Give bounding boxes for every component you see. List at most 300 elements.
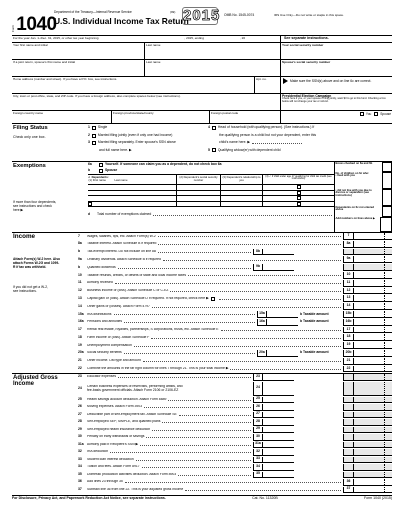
form-line <box>78 449 392 457</box>
line-text: Certain business expenses of reservists, performing artists, and <box>87 384 183 388</box>
line-text: Tax-exempt interest. Do not include on line 8a <box>87 250 156 254</box>
right-line-number: 10 <box>343 272 353 279</box>
mid-amount-field[interactable] <box>262 472 294 479</box>
mfj-label: Married filing jointly (even if only one had income) <box>97 132 173 137</box>
right-line-number: 8a <box>343 241 353 248</box>
amount-field[interactable] <box>353 350 392 357</box>
line-number: 34 <box>78 464 82 469</box>
line-text: Wages, salaries, tips, etc. Attach Form(s) W-2 <box>87 234 156 238</box>
dots <box>118 376 251 378</box>
dots <box>124 352 255 354</box>
line-text: Other gains or (losses). Attach Form 4797 <box>87 304 150 308</box>
form-line <box>78 295 392 303</box>
amount-field[interactable] <box>353 241 392 248</box>
tax-year-row <box>12 36 392 43</box>
line-number: 26 <box>78 404 82 409</box>
city-field[interactable]: City, town or post office, state, and ZIP code. If you have a foreign address, also complete spaces below (see instructions). <box>12 94 281 110</box>
line-description <box>87 420 253 424</box>
form-number: 1040 <box>16 14 57 35</box>
mid-line-number: 20a <box>257 350 266 357</box>
pec-you-checkbox[interactable] <box>360 112 364 116</box>
shaded-amount <box>353 374 392 381</box>
shaded-cell <box>343 449 353 456</box>
line-number: 36 <box>78 479 82 484</box>
form-line <box>78 358 392 366</box>
shaded-cell <box>343 464 353 471</box>
dots <box>162 421 251 423</box>
shaded-cell <box>343 472 353 479</box>
hoh-checkbox[interactable] <box>212 126 216 130</box>
line-text: Tuition and fees. Attach Form 8917 <box>87 465 140 469</box>
spouse-first-field[interactable]: If a joint return, spouse's first name and initial <box>12 60 145 76</box>
shaded-amount <box>353 442 392 449</box>
line-number: b <box>78 264 81 269</box>
dots <box>219 298 341 300</box>
pec-spouse-label: Spouse <box>380 111 391 116</box>
shaded-cell <box>343 457 353 464</box>
line-text: Taxable interest. Attach Schedule B if required <box>87 242 157 246</box>
lived-label: • lived with you <box>335 174 355 178</box>
line-description <box>87 367 343 371</box>
pec-checks <box>281 111 392 123</box>
hoh-child-label: child's name here. ▶ <box>219 140 250 145</box>
dep-ctc-checkbox[interactable] <box>297 191 301 195</box>
dep-not-entered-count[interactable] <box>382 206 392 217</box>
mid-amount-field[interactable] <box>266 350 298 357</box>
form-footer <box>12 495 392 501</box>
line-number: b <box>78 249 81 254</box>
dots <box>179 414 251 416</box>
line-text: Combine the amounts in the far right column for lines 7 through 21. This is your total income ▶ <box>87 367 229 371</box>
dots <box>153 214 332 216</box>
shaded-cell <box>343 249 353 256</box>
line-description <box>87 320 257 324</box>
dependent-row[interactable] <box>88 202 334 208</box>
shaded-cell <box>343 412 353 419</box>
line-number: 27 <box>78 411 82 416</box>
mfj-checkbox[interactable] <box>92 134 96 138</box>
form-line <box>78 472 392 480</box>
line-text: Self-employed SEP, SIMPLE, and qualified plans <box>87 420 161 424</box>
shaded-amount <box>353 434 392 441</box>
not-lived-count[interactable] <box>382 189 392 206</box>
filing-1-num: 1 <box>88 125 90 130</box>
form-line <box>78 397 392 405</box>
income-section <box>12 233 392 374</box>
filing-status-label <box>12 124 88 161</box>
mid-line-number: 27 <box>253 412 262 419</box>
mid-line-number: 24 <box>253 382 262 396</box>
qw-checkbox[interactable] <box>212 148 216 152</box>
line-text: Qualified dividends <box>87 265 116 269</box>
dots <box>136 459 251 461</box>
spacer <box>294 382 343 396</box>
name-row <box>12 43 392 60</box>
line-number: 11 <box>78 280 82 285</box>
ex-6d-num: d <box>88 212 91 217</box>
foreign-province-field[interactable]: Foreign province/state/county <box>112 111 210 123</box>
line-text: Rental real estate, royalties, partnerships, S corporations, trusts, etc. Attach Schedule E <box>87 328 219 332</box>
exemptions-section <box>12 162 392 233</box>
income-lines <box>78 233 392 373</box>
line-number: 35 <box>78 471 82 476</box>
ssn-reminder-text: Make sure the SSN(s) above and on line 6c are correct. <box>290 78 372 83</box>
mid-amount-field[interactable] <box>262 442 294 449</box>
amount-field[interactable] <box>353 358 392 365</box>
dots <box>110 451 251 453</box>
exemptions-body <box>88 162 392 232</box>
mid-amount-field[interactable] <box>262 397 294 404</box>
line-number: 16a <box>78 319 84 324</box>
mid-line-number: 32 <box>253 449 262 456</box>
line-description <box>87 450 253 454</box>
line-text: Pensions and annuities <box>87 320 123 324</box>
line-number: 24 <box>78 385 82 390</box>
dots <box>163 259 341 261</box>
filing-2-num: 2 <box>88 132 90 137</box>
shaded-amount <box>353 404 392 411</box>
more-dependents-checkbox[interactable] <box>88 202 92 206</box>
line-number: 30 <box>78 434 82 439</box>
filing-status-section <box>12 124 392 162</box>
dots <box>185 489 341 491</box>
exemption-count-boxes <box>334 162 392 232</box>
tax-year-label: For the year Jan. 1–Dec. 31, 2015, or other tax year beginning <box>13 36 99 40</box>
ex-6b-num: b <box>88 167 91 172</box>
pec-title: Presidential Election Campaign <box>282 94 332 98</box>
mid-amount-field[interactable] <box>262 457 294 464</box>
line-number: 17 <box>78 327 82 332</box>
spouse-last-field[interactable]: Last name <box>145 60 281 76</box>
line-number: 13 <box>78 295 82 300</box>
line-number: 37 <box>78 486 82 491</box>
right-line-number: 11 <box>343 280 353 287</box>
mid-line-number: 9b <box>253 264 262 271</box>
right-line-number: 17 <box>343 327 353 334</box>
dots <box>115 282 341 284</box>
form-line <box>78 442 392 450</box>
spacer <box>294 472 343 479</box>
mid-line-number: 31a <box>253 442 262 449</box>
dots <box>188 274 341 276</box>
arrow-icon <box>283 78 288 84</box>
amount-field[interactable] <box>353 288 392 295</box>
shaded-amount <box>353 412 392 419</box>
form-label: Form <box>11 25 15 32</box>
line-number: 12 <box>78 288 82 293</box>
line-text: IRA deduction <box>87 450 109 454</box>
boxes-checked-label: Boxes checked on 6a and 6b <box>335 161 373 165</box>
dots <box>125 481 341 483</box>
mid-amount-field[interactable] <box>266 311 298 318</box>
apt-field[interactable]: Apt. no. <box>255 77 281 93</box>
line-text: Domestic production activities deduction. Attach Form 8903 <box>87 472 177 476</box>
children-label: No. of children on 6c who: <box>335 171 370 175</box>
hoh-child-field[interactable] <box>252 142 302 144</box>
ex-6a-num: 6a <box>88 161 92 166</box>
form-line <box>78 319 392 327</box>
amount-field[interactable] <box>353 295 392 302</box>
taxable-amount-label: b Taxable amount <box>300 311 329 316</box>
line-number: 32 <box>78 449 82 454</box>
dots <box>143 360 341 362</box>
shaded-cell <box>343 442 353 449</box>
line-number: 9a <box>78 256 82 261</box>
ex-6d-text: Total number of exemptions claimed <box>97 212 152 217</box>
line-number: 21 <box>78 358 82 363</box>
shaded-amount <box>353 419 392 426</box>
mfs-name-label: and full name here. ▶ <box>99 147 132 152</box>
line-description <box>87 375 253 379</box>
mid-amount-field[interactable] <box>262 419 294 426</box>
amount-field[interactable] <box>353 366 392 373</box>
footer-cat: Cat. No. 11320B <box>252 496 278 500</box>
mid-amount-field[interactable] <box>262 464 294 471</box>
line-description <box>87 398 253 402</box>
shaded-cell <box>343 404 353 411</box>
line-description <box>87 351 257 355</box>
pec-spouse-checkbox[interactable] <box>374 112 378 116</box>
mid-amount-field[interactable] <box>262 412 294 419</box>
line-text: Alimony received <box>87 281 113 285</box>
form-line <box>78 457 392 465</box>
yourself-checkbox[interactable] <box>99 163 103 167</box>
form-line <box>78 288 392 296</box>
form-line <box>78 382 392 397</box>
line-text: Farm income or (loss). Attach Schedule F <box>87 335 150 339</box>
tax-year-20[interactable]: , 20 <box>205 36 281 42</box>
lived-count[interactable] <box>382 172 392 189</box>
shaded-cell <box>343 397 353 404</box>
amount-field[interactable] <box>353 256 392 263</box>
mid-line-number: 34 <box>253 464 262 471</box>
line-text: Health savings account deduction. Attach Form 8889 <box>87 397 167 401</box>
line-text: IRA distributions <box>87 312 112 316</box>
mid-line-number: 25 <box>253 397 262 404</box>
line-description <box>87 336 343 340</box>
amount-field[interactable] <box>353 311 392 318</box>
line-description <box>87 328 343 332</box>
taxable-amount-label: b Taxable amount <box>300 319 329 324</box>
amount-field[interactable] <box>353 272 392 279</box>
first-name-field[interactable]: Your first name and initial <box>12 43 145 59</box>
last-name-field[interactable]: Last name <box>145 43 281 59</box>
ex-6c-num: c <box>88 174 91 179</box>
address-row <box>12 77 392 94</box>
form-line <box>78 487 392 495</box>
line-description <box>87 258 343 262</box>
shaded-amount <box>353 249 392 256</box>
line-text: Penalty on early withdrawal of savings <box>87 435 145 439</box>
line-text: Ordinary dividends. Attach Schedule B if required <box>87 257 161 261</box>
single-label: Single <box>97 125 108 130</box>
spacer <box>294 449 343 456</box>
line-description <box>87 465 253 469</box>
tax-year-ending[interactable]: , 2015, ending <box>184 36 204 40</box>
form-line <box>78 419 392 427</box>
amount-field[interactable] <box>353 233 392 240</box>
spacer <box>294 434 343 441</box>
line-text: Student loan interest deduction <box>87 457 134 461</box>
mid-line-number: 35 <box>253 472 262 479</box>
line-description <box>87 274 343 278</box>
total-exemptions-box[interactable] <box>380 217 392 232</box>
form-line <box>78 280 392 288</box>
mid-line-number: 30 <box>253 434 262 441</box>
amount-field[interactable] <box>353 303 392 310</box>
dots <box>124 321 255 323</box>
shaded-cell <box>343 434 353 441</box>
mid-amount-field[interactable] <box>262 374 294 381</box>
mid-amount-field[interactable] <box>262 249 294 256</box>
irs-use-only: IRS Use Only—Do not write or staple in this space. <box>274 13 344 17</box>
right-line-number: 12 <box>343 288 353 295</box>
mfs-checkbox[interactable] <box>92 141 96 145</box>
agi-label <box>12 374 78 495</box>
right-line-number: 22 <box>343 366 353 373</box>
line-number: 18 <box>78 334 82 339</box>
amount-field[interactable] <box>353 487 392 494</box>
mid-line-number: 29 <box>253 427 262 434</box>
line-number: 7 <box>78 233 80 238</box>
mid-amount-field[interactable] <box>266 319 298 326</box>
right-line-number: 18 <box>343 334 353 341</box>
right-line-number: 21 <box>343 358 353 365</box>
dep-ctc-header: (4) ✓ if child under age 17 qualifying for child tax credit (see instructions) <box>262 175 334 184</box>
pec-block <box>281 94 392 110</box>
spouse-ssn-field[interactable]: Spouse's social security number <box>282 60 331 64</box>
mid-line-number: 33 <box>253 457 262 464</box>
dep-rel-header: (3) Dependent's relationship to you <box>220 175 262 184</box>
agi-title: Adjusted Gross Income <box>13 375 58 387</box>
line-text: Moving expenses. Attach Form 3903 <box>87 405 143 409</box>
filing-5-num: 5 <box>208 147 210 152</box>
dots <box>151 337 341 339</box>
shaded-cell <box>343 374 353 381</box>
mid-amount-field[interactable] <box>262 434 294 441</box>
form-line <box>78 434 392 442</box>
shaded-amount <box>353 264 392 271</box>
form-line <box>78 233 392 241</box>
mid-amount-field[interactable] <box>262 404 294 411</box>
pec-you-label: You <box>365 111 372 116</box>
attach-w2-note: Attach Form(s) W-2 here. Also attach Forms W-2G and 1099-R if tax was withheld. <box>13 256 61 269</box>
form-line <box>78 427 392 435</box>
foreign-row <box>12 111 392 124</box>
dots <box>114 313 256 315</box>
line-text: Social security benefits <box>87 351 122 355</box>
amount-field[interactable] <box>353 327 392 334</box>
right-line-number: 7 <box>343 233 353 240</box>
line-description <box>87 242 343 246</box>
dots <box>158 243 341 245</box>
dep-first-header: (1) First name <box>88 177 106 182</box>
line-description <box>87 359 343 363</box>
mid-amount-field[interactable] <box>262 449 294 456</box>
form-line <box>78 350 392 358</box>
mid-amount-field[interactable] <box>262 382 294 396</box>
amount-field[interactable] <box>353 342 392 349</box>
line-text: Business income or (loss). Attach Schedule C or C-EZ <box>87 289 169 293</box>
right-line-number: 16b <box>343 319 353 326</box>
ssn-reminder <box>281 77 392 93</box>
filing-status-title: Filing Status <box>13 125 48 131</box>
amount-field[interactable] <box>353 280 392 287</box>
line-description <box>87 289 343 293</box>
line-description <box>87 235 343 239</box>
no-w2-note: If you did not get a W-2, see instructions. <box>13 284 48 293</box>
dots <box>178 474 251 476</box>
income-title: Income <box>13 233 36 240</box>
spacer <box>294 374 343 381</box>
shaded-amount <box>353 449 392 456</box>
address-field[interactable]: Home address (number and street). If you have a P.O. box, see instructions. <box>12 77 255 93</box>
filing-status-options <box>88 124 392 161</box>
spacer <box>294 249 343 256</box>
dep-ctc-checkbox[interactable] <box>297 196 301 200</box>
qw-label: Qualifying widow(er) with dependent child <box>217 147 281 152</box>
spacer <box>294 457 343 464</box>
dots <box>230 368 341 370</box>
line-number: 22 <box>78 366 82 371</box>
capital-gain-checkbox[interactable] <box>211 297 215 301</box>
line-number: 28 <box>78 419 82 424</box>
line-description <box>87 443 253 447</box>
foreign-postal-field[interactable]: Foreign postal code <box>210 111 281 123</box>
spouse-checkbox[interactable] <box>99 169 103 173</box>
form-line <box>78 272 392 280</box>
right-line-number: 13 <box>343 295 353 302</box>
spacer <box>294 419 343 426</box>
dep-ctc-checkbox[interactable] <box>297 202 301 206</box>
foreign-country-field[interactable]: Foreign country name <box>12 111 112 123</box>
amount-field[interactable] <box>353 479 392 486</box>
mid-amount-field[interactable] <box>262 427 294 434</box>
shaded-amount <box>353 457 392 464</box>
line-text: Other income. List type and amount <box>87 359 141 363</box>
mid-line-number: 16a <box>257 319 266 326</box>
line-number: 29 <box>78 426 82 431</box>
line-description <box>87 305 343 309</box>
ssn-field[interactable]: Your social security number <box>282 43 324 47</box>
mid-amount-field[interactable] <box>262 264 294 271</box>
dep-ctc-checkbox[interactable] <box>297 185 301 189</box>
mfs-label: Married filing separately. Enter spouse's SSN above <box>97 140 176 145</box>
dep-ssn-header: (2) Dependent's social security number <box>176 175 220 184</box>
shaded-amount <box>353 472 392 479</box>
right-line-number: 19 <box>343 342 353 349</box>
dots <box>152 429 251 431</box>
amount-field[interactable] <box>353 319 392 326</box>
dots <box>146 436 251 438</box>
boxes-checked-count[interactable] <box>382 162 392 172</box>
form-line <box>78 342 392 350</box>
form-line <box>78 366 392 374</box>
amount-field[interactable] <box>353 334 392 341</box>
line-number: 20a <box>78 350 84 355</box>
spacer <box>294 412 343 419</box>
line-number: 31a <box>78 441 84 446</box>
shaded-amount <box>353 427 392 434</box>
form-line <box>78 334 392 342</box>
line-number: 25 <box>78 396 82 401</box>
line-number: 10 <box>78 272 82 277</box>
shaded-cell <box>343 382 353 396</box>
spacer <box>294 264 343 271</box>
single-checkbox[interactable] <box>92 126 96 130</box>
form-line <box>78 464 392 472</box>
right-line-number: 15b <box>343 311 353 318</box>
